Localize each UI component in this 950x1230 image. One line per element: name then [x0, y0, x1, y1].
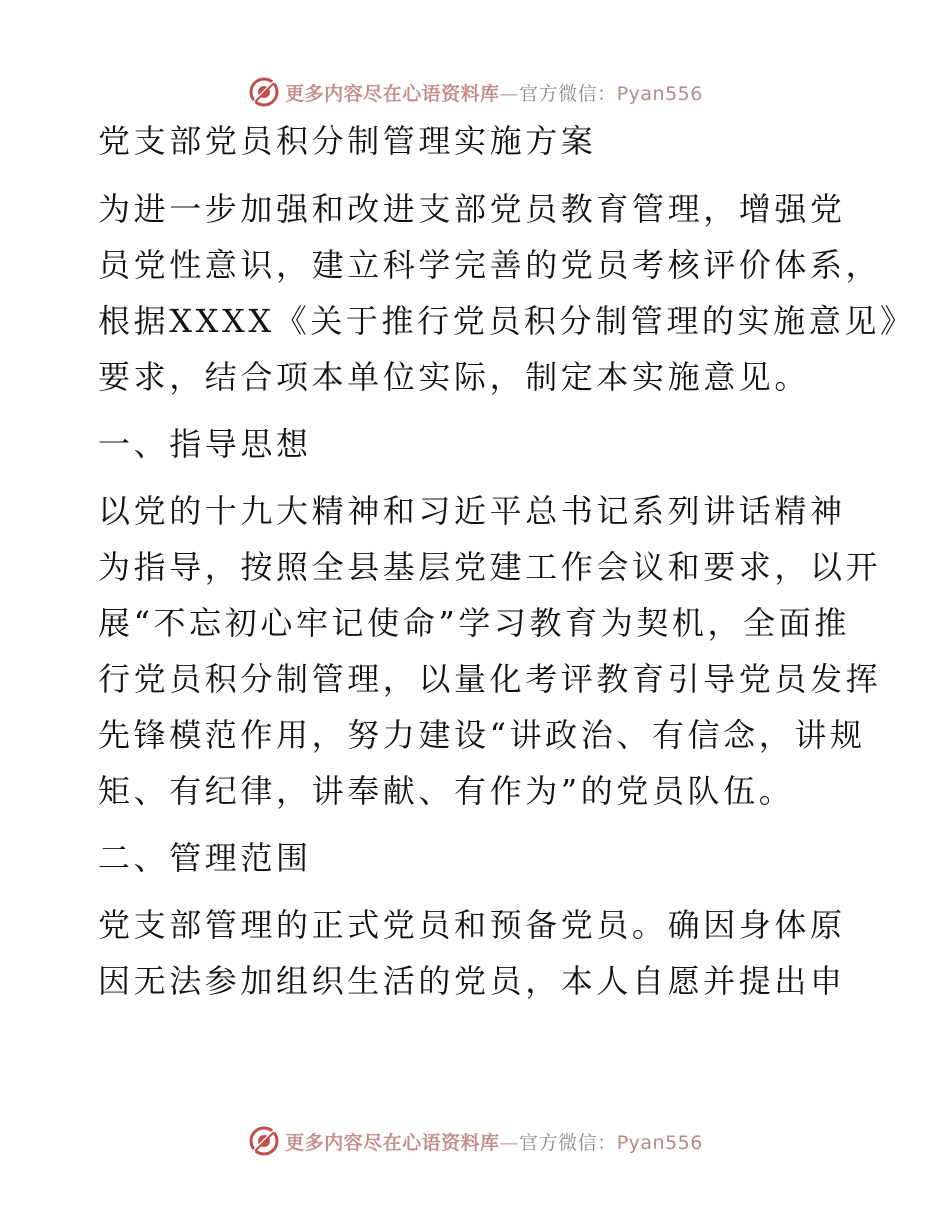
- watermark-footer: [0, 1121, 950, 1161]
- section2-paragraph: [98, 906, 858, 1000]
- section2-line: 因无法参加组织生活的党员，本人自愿并提出申: [98, 962, 846, 1000]
- watermark-dash: —: [499, 1131, 520, 1154]
- watermark-main-text: 更多内容尽在心语资料库: [285, 1131, 500, 1154]
- document-body: [98, 122, 916, 1000]
- intro-line: 根据XXXX《关于推行党员积分制管理的实施意见》: [98, 302, 916, 340]
- section1-paragraph: [98, 492, 882, 810]
- watermark-wechat-id: Pyan556: [616, 82, 703, 105]
- watermark-logo-icon: [247, 1124, 281, 1158]
- section1-line: 为指导，按照全县基层党建工作会议和要求，以开: [98, 548, 882, 586]
- document-title: 党支部党员积分制管理实施方案: [98, 122, 597, 160]
- intro-line: 为进一步加强和改进支部党员教育管理，增强党: [98, 190, 846, 228]
- section1-line: 先锋模范作用，努力建设“讲政治、有信念，讲规: [98, 716, 866, 754]
- watermark-label: 官方微信：: [519, 82, 617, 105]
- section1-line: 展“不忘初心牢记使命”学习教育为契机，全面推: [98, 604, 850, 642]
- watermark-main-text: 更多内容尽在心语资料库: [285, 82, 500, 105]
- section2-line: 党支部管理的正式党员和预备党员。确因身体原: [98, 906, 846, 944]
- watermark-label: 官方微信：: [519, 1131, 617, 1154]
- watermark-dash: —: [499, 82, 520, 105]
- intro-line: 员党性意识，建立科学完善的党员考核评价体系，: [98, 246, 882, 284]
- watermark-header: [0, 72, 950, 112]
- intro-paragraph: [98, 190, 916, 396]
- section1-line: 以党的十九大精神和习近平总书记系列讲话精神: [98, 492, 846, 530]
- section1-line: 行党员积分制管理，以量化考评教育引导党员发挥: [98, 660, 882, 698]
- section1-line: 矩、有纪律，讲奉献、有作为”的党员队伍。: [98, 772, 795, 810]
- watermark-logo-icon: [247, 75, 281, 109]
- section-heading-management-scope: 二、管理范围: [98, 839, 312, 877]
- section-heading-guiding-thought: 一、指导思想: [98, 425, 312, 463]
- intro-line: 要求，结合项本单位实际，制定本实施意见。: [98, 358, 811, 396]
- watermark-wechat-id: Pyan556: [616, 1131, 703, 1154]
